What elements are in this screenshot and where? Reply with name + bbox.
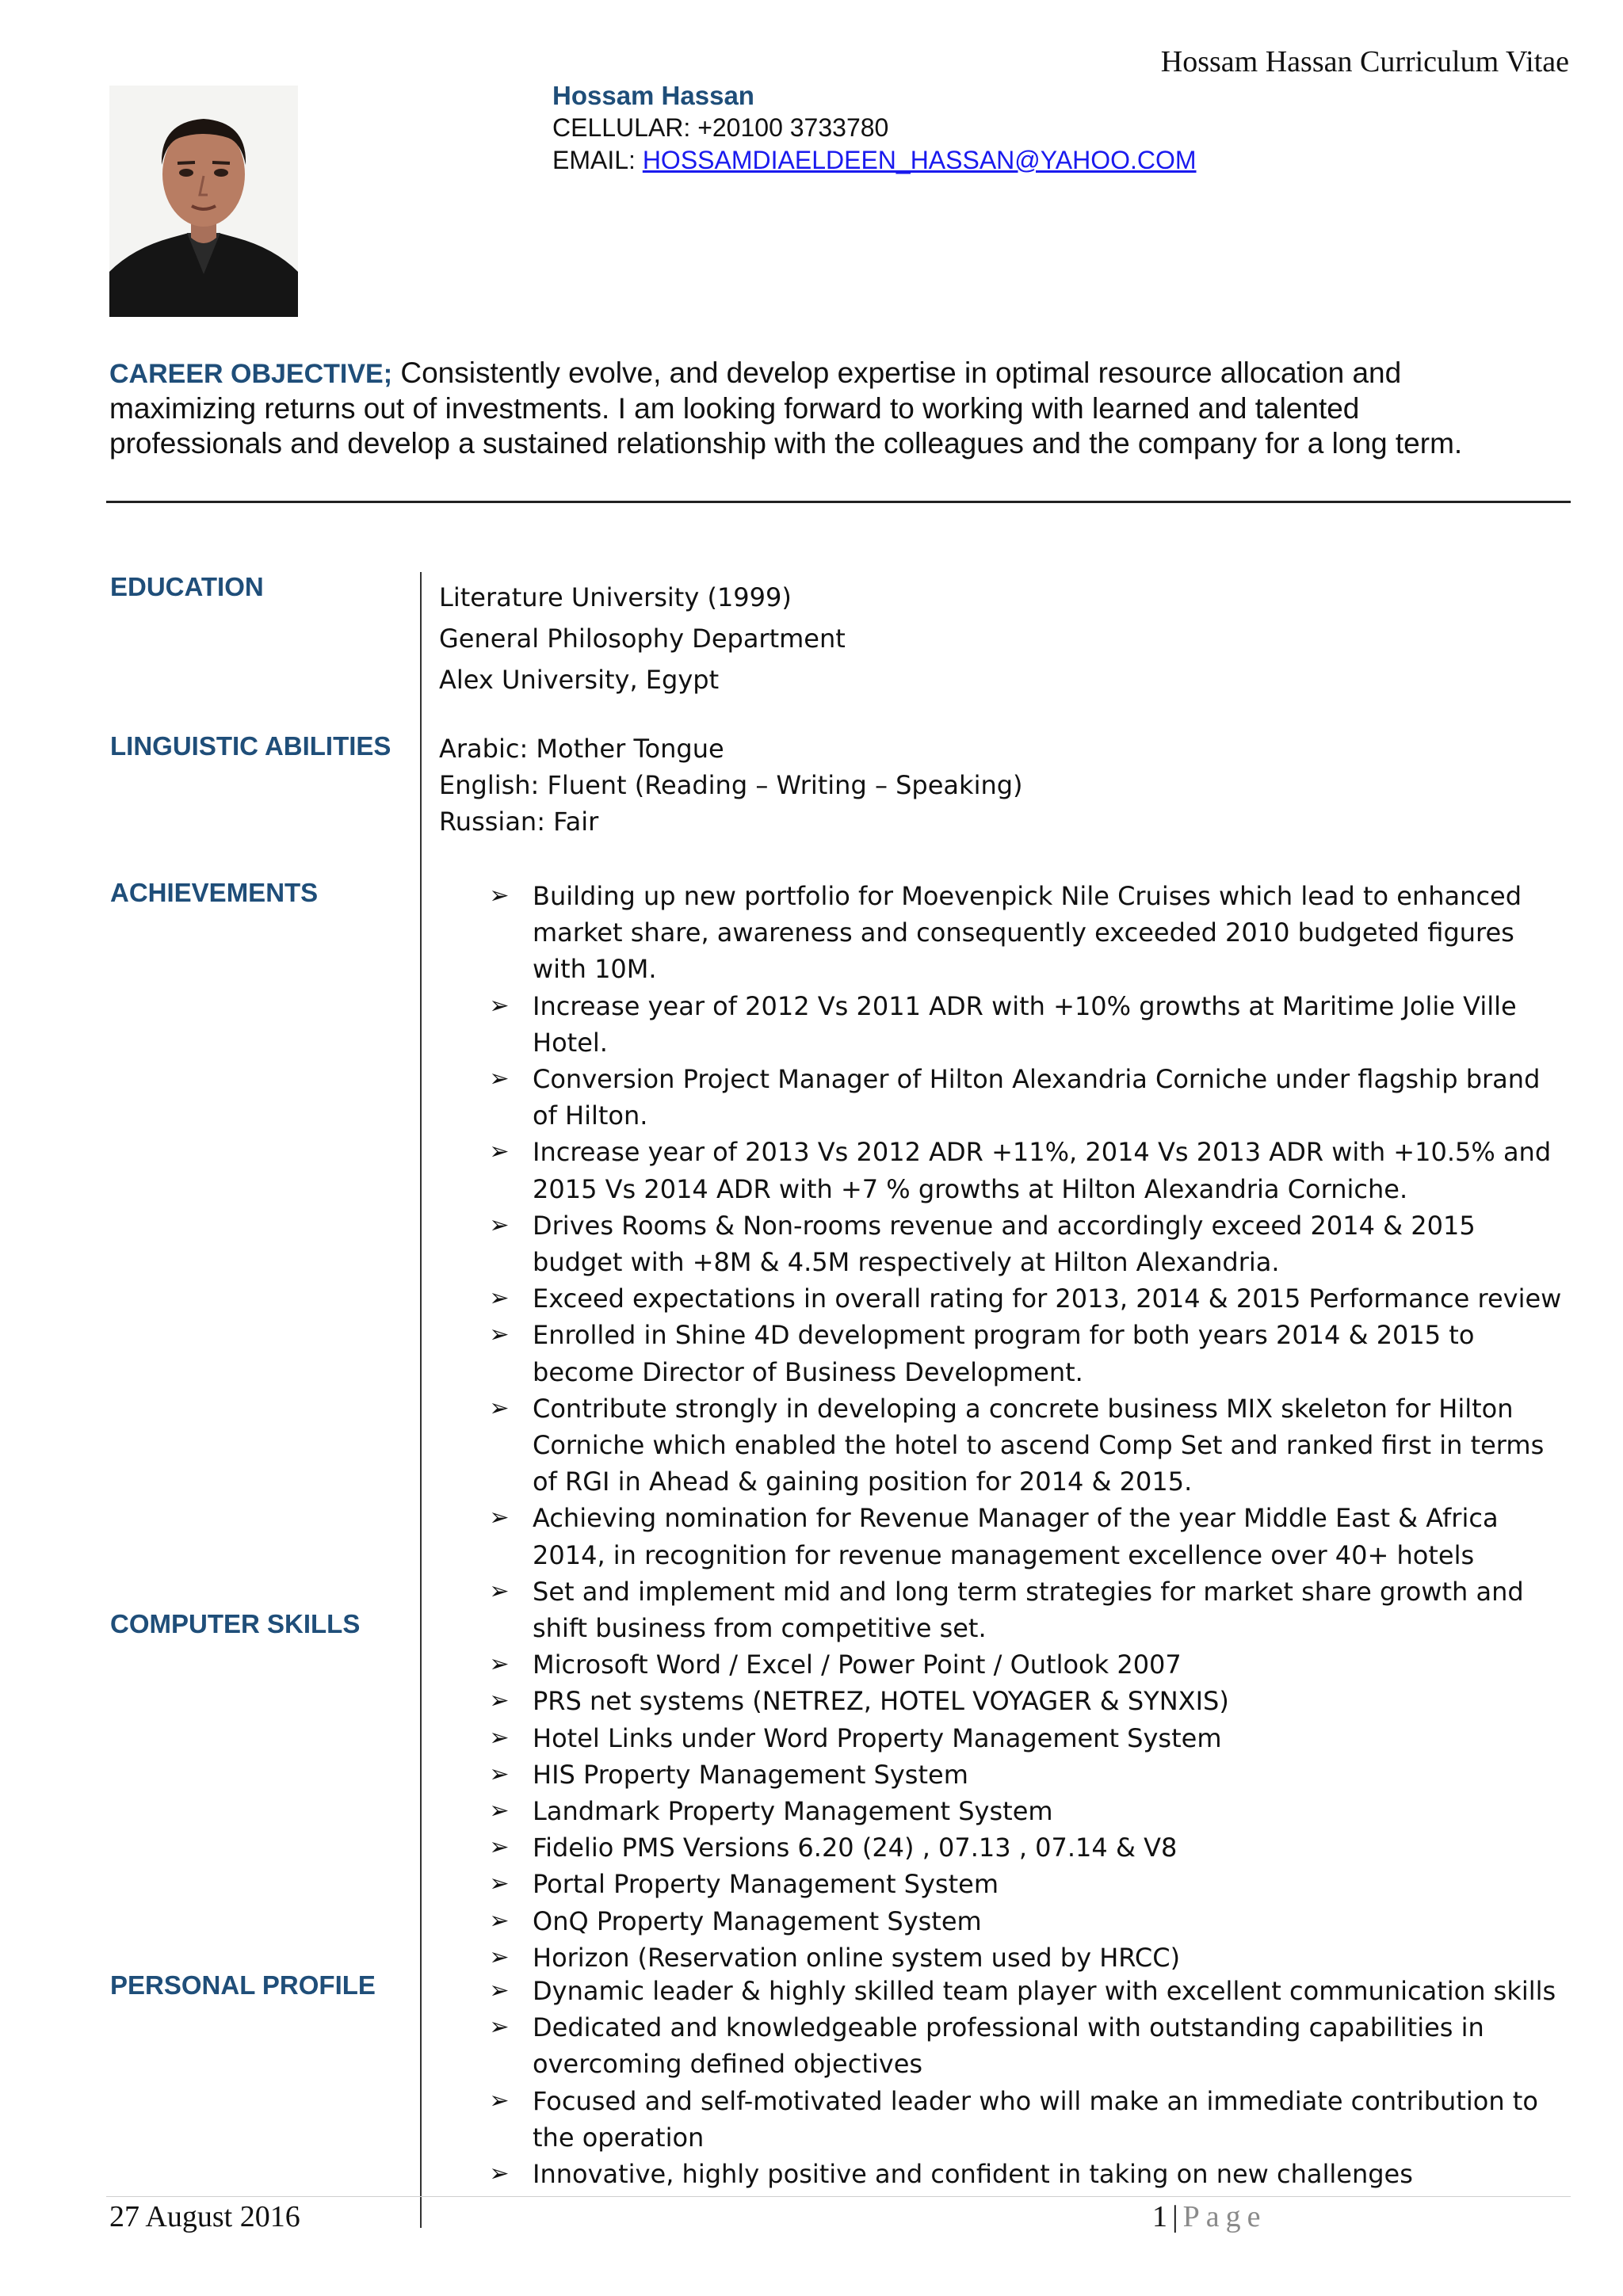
contact-block [552,79,1197,177]
achievement-item [485,1317,1563,1390]
achievement-item [485,1573,1563,1646]
arrow-bullet-icon: ➢ [489,1723,510,1752]
computer-skill-item [485,1939,1563,1976]
computer-skill-item [485,1903,1563,1939]
email-link[interactable]: HOSSAMDIAELDEEN_HASSAN@YAHOO.COM [642,146,1197,174]
achievement-item [485,1390,1563,1501]
arrow-bullet-icon: ➢ [489,882,510,910]
computer-skill-text: Portal Property Management System [533,1869,999,1900]
computer-skills-heading: COMPUTER SKILLS [110,1609,361,1638]
education-line: General Philosophy Department [439,624,846,654]
personal-profile-heading: PERSONAL PROFILE [110,1970,376,2000]
achievement-text: Contribute strongly in developing a concrete business MIX skeleton for Hilton Corniche which enabled the hotel to ascend Comp Set and ranked first in terms of RGI in Ahead & gaining position for 2014 & 2015. [533,1393,1545,1497]
profile-text: Dynamic leader & highly skilled team player with excellent communication skills [533,1976,1556,2006]
arrow-bullet-icon: ➢ [489,1977,510,2004]
arrow-bullet-icon: ➢ [489,1577,510,1605]
achievement-text: Enrolled in Shine 4D development program for both years 2014 & 2015 to become Director of Business Development. [533,1320,1475,1387]
achievement-text: Set and implement mid and long term strategies for market share growth and shift business from competitive set. [533,1576,1524,1644]
horizontal-divider [106,501,1571,503]
career-objective-heading: CAREER OBJECTIVE; [109,359,393,389]
language-line: Russian: Fair [439,807,599,837]
achievement-item [485,1500,1563,1573]
achievement-text: Conversion Project Manager of Hilton Alexandria Corniche under flagship brand of Hilton. [533,1064,1541,1131]
vertical-divider [420,572,422,2228]
profile-text: Dedicated and knowledgeable professional with outstanding capabilities in overcoming defined objectives [533,2012,1484,2080]
career-objective-text: Consistently evolve, and develop expertise in optimal resource allocation and maximizing returns out of investments. I am looking forward to working with learned and talented professionals and develop a sustained relationship with the colleagues and the company for a long term. [109,357,1463,460]
arrow-bullet-icon: ➢ [489,1906,510,1935]
arrow-bullet-icon: ➢ [489,1284,510,1313]
arrow-bullet-icon: ➢ [489,1211,510,1239]
education-lines [439,577,846,700]
achievement-item [485,1061,1563,1134]
footer-date: 27 August 2016 [109,2200,300,2233]
cellular-line: CELLULAR: +20100 3733780 [552,113,889,142]
page-number: 1 [1152,2200,1167,2233]
computer-skill-item [485,1646,1563,1683]
computer-skill-item [485,1829,1563,1866]
arrow-bullet-icon: ➢ [489,1870,510,1898]
language-line: Arabic: Mother Tongue [439,734,724,764]
email-line [552,144,1197,177]
candidate-name: Hossam Hassan [552,81,754,110]
computer-skill-item [485,1756,1563,1793]
achievement-text: Increase year of 2013 Vs 2012 ADR +11%, 2014 Vs 2013 ADR with +10.5% and 2015 Vs 2014 ADR with +7 % growths at Hilton Alexandria Corniche. [533,1137,1552,1204]
profile-text: Innovative, highly positive and confident in taking on new challenges [533,2159,1413,2190]
arrow-bullet-icon: ➢ [489,2013,510,2042]
footer-page-number [1152,2199,1266,2234]
achievement-text: Building up new portfolio for Moevenpick Nile Cruises which lead to enhanced market share, awareness and consequently exceeded 2010 budgeted figures with 10M. [533,881,1522,985]
achievement-text: Drives Rooms & Non-rooms revenue and accordingly exceed 2014 & 2015 budget with +8M & 4.5M respectively at Hilton Alexandria. [533,1210,1476,1278]
achievements-heading: ACHIEVEMENTS [110,878,319,907]
arrow-bullet-icon: ➢ [489,1321,510,1349]
career-objective [109,356,1536,461]
email-label: EMAIL: [552,146,643,174]
achievement-text: Exceed expectations in overall rating for 2013, 2014 & 2015 Performance review [533,1283,1562,1314]
computer-skill-text: Horizon (Reservation online system used by HRCC) [533,1942,1181,1973]
achievement-item [485,988,1563,1061]
arrow-bullet-icon: ➢ [489,1687,510,1715]
document-header-title: Hossam Hassan Curriculum Vitae [1160,45,1569,78]
achievements-and-skills-list [485,878,1563,1976]
achievement-item [485,1207,1563,1280]
arrow-bullet-icon: ➢ [489,1943,510,1971]
computer-skill-text: PRS net systems (NETREZ, HOTEL VOYAGER & SYNXIS) [533,1686,1229,1717]
arrow-bullet-icon: ➢ [489,1504,510,1532]
arrow-bullet-icon: ➢ [489,2160,510,2188]
education-line: Alex University, Egypt [439,665,720,695]
achievement-text: Increase year of 2012 Vs 2011 ADR with +10% growths at Maritime Jolie Ville Hotel. [533,990,1517,1058]
computer-skill-text: Fidelio PMS Versions 6.20 (24) , 07.13 , 07.14 & V8 [533,1833,1178,1863]
arrow-bullet-icon: ➢ [489,1138,510,1166]
achievement-item [485,1280,1563,1317]
computer-skill-item [485,1683,1563,1719]
computer-skill-item [485,1720,1563,1756]
achievement-item [485,878,1563,988]
arrow-bullet-icon: ➢ [489,1650,510,1679]
profile-item [485,2083,1563,2156]
arrow-bullet-icon: ➢ [489,1065,510,1093]
language-lines [439,730,1023,840]
education-heading: EDUCATION [110,572,264,601]
profile-text: Focused and self-motivated leader who will make an immediate contribution to the operation [533,2085,1538,2153]
profile-item [485,2156,1563,2192]
profile-photo [109,86,298,317]
achievement-text: Achieving nomination for Revenue Manager of the year Middle East & Africa 2014, in recognition for revenue management excellence over 40+ hotels [533,1503,1499,1570]
computer-skill-text: Microsoft Word / Excel / Power Point / Outlook 2007 [533,1650,1182,1680]
computer-skill-item [485,1793,1563,1829]
computer-skill-text: Hotel Links under Word Property Management System [533,1722,1222,1753]
computer-skill-text: HIS Property Management System [533,1759,968,1790]
language-line: English: Fluent (Reading – Writing – Speaking) [439,770,1023,800]
profile-item [485,1973,1563,2009]
profile-item [485,2009,1563,2082]
computer-skill-text: OnQ Property Management System [533,1905,982,1936]
linguistic-abilities-heading: LINGUISTIC ABILITIES [110,731,391,761]
education-line: Literature University (1999) [439,582,792,612]
footer-divider [106,2196,1571,2197]
arrow-bullet-icon: ➢ [489,1394,510,1422]
page-separator: | [1172,2200,1178,2233]
arrow-bullet-icon: ➢ [489,1833,510,1862]
achievement-item [485,1134,1563,1207]
page-word: Page [1182,2200,1267,2233]
arrow-bullet-icon: ➢ [489,2086,510,2115]
computer-skill-text: Landmark Property Management System [533,1796,1053,1827]
personal-profile-list [485,1973,1563,2192]
arrow-bullet-icon: ➢ [489,1797,510,1825]
computer-skill-item [485,1866,1563,1902]
arrow-bullet-icon: ➢ [489,991,510,1020]
arrow-bullet-icon: ➢ [489,1760,510,1788]
